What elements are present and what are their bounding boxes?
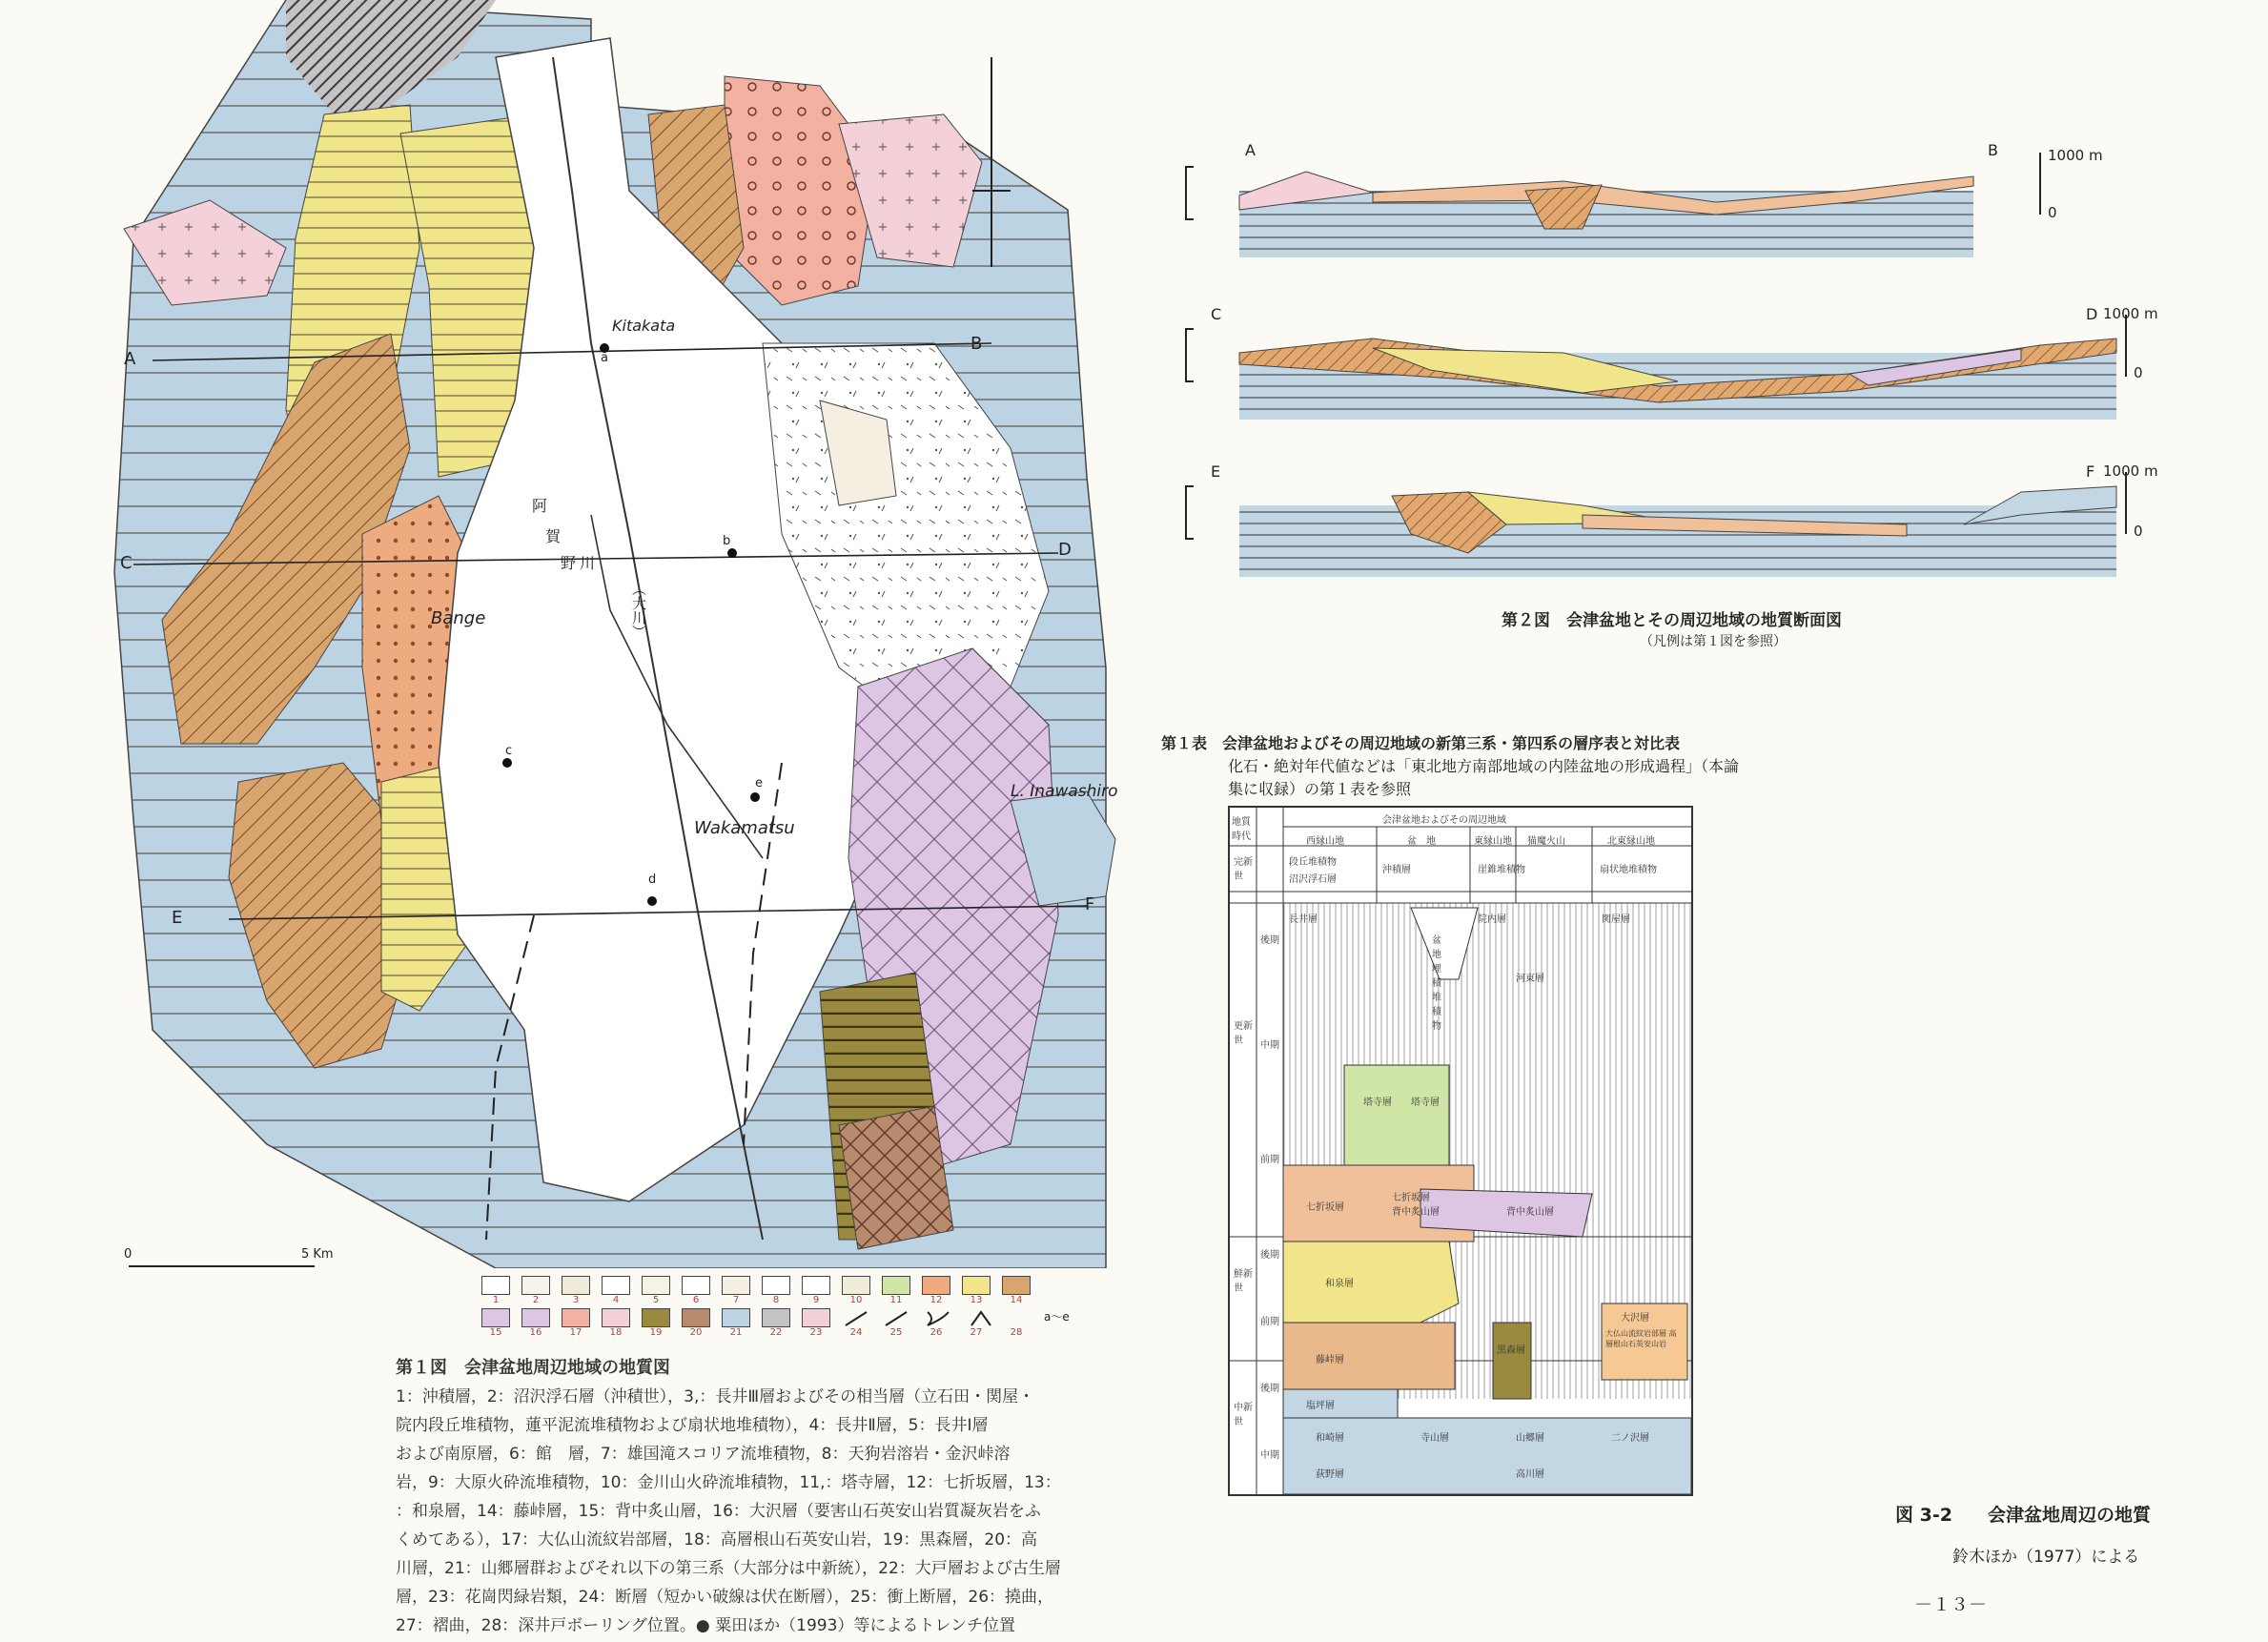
section-label-e: E xyxy=(172,908,183,928)
boring-point-e xyxy=(750,792,760,802)
section-ef-bottom: 0 xyxy=(2134,523,2143,540)
row1-talus: 崖錐堆積物 xyxy=(1478,865,1525,875)
legend-11 xyxy=(882,1276,910,1295)
legend-num-2: 2 xyxy=(532,1295,540,1305)
river-label-1: 阿 xyxy=(532,497,548,515)
scale-five-km: 5 Km xyxy=(301,1247,334,1262)
block-shiotsubo xyxy=(1283,1389,1398,1418)
section-ef-bracket xyxy=(1186,486,1194,539)
legend-num-12: 12 xyxy=(930,1295,943,1305)
legend-num-9: 9 xyxy=(812,1295,820,1305)
table-col-5: 北東縁山地 xyxy=(1607,836,1655,847)
section-ab-left: A xyxy=(1245,141,1256,159)
section-cd-bottom: 0 xyxy=(2134,364,2143,381)
layer-oginoso: 荻野層 xyxy=(1316,1469,1344,1480)
legend-17 xyxy=(562,1308,590,1327)
legend-num-27: 27 xyxy=(970,1327,983,1338)
legend-num-14: 14 xyxy=(1010,1295,1023,1305)
layer-shiotsubo: 塩坪層 xyxy=(1306,1401,1335,1411)
map-pink-dot-unit xyxy=(725,76,877,305)
row1-terrace: 段丘堆積物 xyxy=(1289,857,1337,868)
section-cd-left: C xyxy=(1211,305,1222,323)
legend-22 xyxy=(762,1308,790,1327)
table-header-region: 会津盆地およびその周辺地域 xyxy=(1382,815,1506,826)
place-inawashiro: L. Inawashiro xyxy=(1011,782,1118,801)
period-middle-3: 中期 xyxy=(1260,1450,1279,1461)
legend-16 xyxy=(521,1308,550,1327)
fig1-line-9: 27：褶曲，28：深井戸ボーリング位置。● 粟田ほか（1993）等によるトレンチ位置 xyxy=(396,1616,1015,1635)
layer-inbe: 院内層 xyxy=(1478,914,1506,925)
layer-senakaaburi-2: 背中炙山層 xyxy=(1392,1207,1440,1218)
fig1-line-5: ：和泉層，14：藤峠層，15：背中炙山層，16：大沢層（要害山石英安山岩質凝灰岩をふ xyxy=(396,1502,1041,1521)
layer-kawahigashi: 河東層 xyxy=(1516,974,1544,984)
legend-num-10: 10 xyxy=(849,1295,863,1305)
block-tojiji xyxy=(1344,1065,1449,1170)
figure-title: 会津盆地周辺の地質 xyxy=(1988,1505,2152,1526)
legend-num-21: 21 xyxy=(729,1327,743,1338)
fig1-line-2: 院内段丘堆積物，蓮平泥流堆積物および扇状地堆積物），4：長井Ⅱ層，5：長井Ⅰ層 xyxy=(396,1416,989,1435)
page-number: －１３－ xyxy=(1914,1594,1988,1615)
river-label-2: 賀 xyxy=(545,527,562,545)
section-ab-bottom: 0 xyxy=(2048,204,2057,221)
legend-1 xyxy=(481,1276,510,1295)
cross-sections-svg xyxy=(1182,124,2174,582)
table-header-era: 地質時代 xyxy=(1232,817,1251,842)
fig1-title: 第１図 会津盆地周辺地域の地質図 xyxy=(396,1358,670,1378)
layer-nanaorizaka: 七折坂層 xyxy=(1306,1202,1344,1213)
legend-num-5: 5 xyxy=(652,1295,660,1305)
figure-source: 鈴木ほか（1977）による xyxy=(1952,1548,2140,1567)
legend-num-3: 3 xyxy=(572,1295,580,1305)
legend-num-18: 18 xyxy=(609,1327,623,1338)
period-late-2: 後期 xyxy=(1260,1250,1279,1261)
layer-nigawa: 二ノ沢層 xyxy=(1611,1433,1649,1444)
stratigraphy-table xyxy=(1228,806,1693,1496)
place-bange: Bange xyxy=(431,608,486,628)
fig2-subtitle: （凡例は第１図を参照） xyxy=(1640,634,1787,649)
legend-5 xyxy=(642,1276,670,1295)
legend-14 xyxy=(1002,1276,1031,1295)
legend-num-11: 11 xyxy=(889,1295,903,1305)
legend-10 xyxy=(842,1276,870,1295)
table1-title-line-3: 集に収録）の第１表を参照 xyxy=(1228,780,1412,798)
river-label-4: 川 xyxy=(580,554,596,572)
period-early-1: 前期 xyxy=(1260,1155,1279,1165)
boring-label-e: e xyxy=(755,776,763,790)
legend-num-4: 4 xyxy=(612,1295,620,1305)
geologic-map-svg xyxy=(95,0,1125,1268)
era-miocene: 中新世 xyxy=(1234,1403,1253,1427)
section-cd-top: 1000 m xyxy=(2103,305,2158,322)
legend-num-15: 15 xyxy=(489,1327,502,1338)
legend-8 xyxy=(762,1276,790,1295)
period-late-3: 後期 xyxy=(1260,1384,1279,1394)
boring-point-c xyxy=(502,758,512,768)
period-late-1: 後期 xyxy=(1260,935,1279,946)
legend-2 xyxy=(521,1276,550,1295)
fig1-line-1: 1：沖積層，2：沼沢浮石層（沖積世），3,：長井Ⅲ層およびその相当層（立石田・関屋・ xyxy=(396,1387,1035,1406)
figure-label: 図 3-2 xyxy=(1895,1505,1952,1526)
legend-num-17: 17 xyxy=(569,1327,582,1338)
section-ab-bracket xyxy=(1186,167,1194,219)
legend-num-25: 25 xyxy=(889,1327,903,1338)
table-col-3: 東縁山地 xyxy=(1474,836,1512,847)
boring-label-b: b xyxy=(723,534,731,548)
table-col-2: 盆 地 xyxy=(1407,836,1436,847)
legend-num-24: 24 xyxy=(849,1327,863,1338)
legend-num-19: 19 xyxy=(649,1327,663,1338)
legend-num-26: 26 xyxy=(930,1327,943,1338)
legend-6 xyxy=(682,1276,710,1295)
legend-boring-symbol: a〜e xyxy=(1044,1310,1070,1324)
era-pliocene: 鮮新世 xyxy=(1234,1269,1253,1294)
row1-alluvium: 沖積層 xyxy=(1382,865,1411,875)
legend-18 xyxy=(602,1308,630,1327)
section-label-a: A xyxy=(124,349,136,369)
block-kuromori xyxy=(1493,1323,1531,1399)
legend-20 xyxy=(682,1308,710,1327)
era-pleistocene: 更新世 xyxy=(1234,1021,1253,1046)
layer-basin-fill: 盆地埋積堆積物 xyxy=(1432,935,1441,1032)
fig1-line-6: くめてある），17：大仏山流紋岩部層，18：高層根山石英安山岩，19：黒森層，20：高 xyxy=(396,1530,1038,1550)
place-kitakata: Kitakata xyxy=(612,317,676,335)
fig1-caption xyxy=(396,1354,1082,1640)
legend-line-symbols xyxy=(842,1308,1032,1329)
legend-num-22: 22 xyxy=(769,1327,783,1338)
layer-sekiya: 関屋層 xyxy=(1602,914,1630,925)
scale-zero: 0 xyxy=(124,1247,133,1262)
river-label-okawa: （大川） xyxy=(630,582,647,639)
boring-point-b xyxy=(727,548,737,558)
row1-fan: 扇状地堆積物 xyxy=(1600,865,1657,875)
legend-num-7: 7 xyxy=(732,1295,740,1305)
legend-19 xyxy=(642,1308,670,1327)
cross-sections xyxy=(1182,124,2174,582)
section-ef-right: F xyxy=(2086,462,2095,481)
fig1-line-8: 層，23：花崗閃緑岩類，24：断層（短かい破線は伏在断層），25：衝上断層，26：撓曲， xyxy=(396,1588,1054,1607)
legend-num-8: 8 xyxy=(772,1295,780,1305)
legend-4 xyxy=(602,1276,630,1295)
fig1-line-3: および南原層，6：館 層，7：雄国滝スコリア流堆積物，8：天狗岩溶岩・金沢峠溶 xyxy=(396,1445,1011,1464)
legend-num-20: 20 xyxy=(689,1327,703,1338)
legend-3 xyxy=(562,1276,590,1295)
layer-nanaorizaka-2: 七折坂層 xyxy=(1392,1193,1430,1203)
section-cd-bracket xyxy=(1186,329,1194,381)
section-label-f: F xyxy=(1085,894,1095,914)
boring-point-d xyxy=(647,896,657,906)
fig2-title: 第２図 会津盆地とその周辺地域の地質断面図 xyxy=(1502,611,1842,630)
layer-fujitoge: 藤峠層 xyxy=(1316,1355,1344,1365)
legend-9 xyxy=(802,1276,830,1295)
section-ef-top: 1000 m xyxy=(2103,462,2158,480)
legend-num-6: 6 xyxy=(692,1295,700,1305)
legend-12 xyxy=(922,1276,950,1295)
section-label-b: B xyxy=(971,334,983,354)
legend-num-13: 13 xyxy=(970,1295,983,1305)
layer-teraya: 寺山層 xyxy=(1420,1433,1449,1444)
legend-7 xyxy=(722,1276,750,1295)
section-ab-top: 1000 m xyxy=(2048,147,2103,164)
map-rust-unit-se xyxy=(839,1106,953,1249)
layer-tojiji-2: 塔寺層 xyxy=(1411,1098,1440,1108)
period-early-2: 前期 xyxy=(1260,1317,1279,1327)
layer-nagai: 長井層 xyxy=(1289,914,1318,925)
era-holocene: 完新世 xyxy=(1234,857,1253,882)
legend-num-1: 1 xyxy=(492,1295,500,1305)
legend-21 xyxy=(722,1308,750,1327)
block-fujitoge xyxy=(1283,1323,1455,1389)
legend-num-23: 23 xyxy=(809,1327,823,1338)
boring-label-a: a xyxy=(601,351,608,365)
layer-yamasato: 山郷層 xyxy=(1516,1433,1544,1444)
place-wakamatsu: Wakamatsu xyxy=(694,818,795,838)
geologic-map xyxy=(95,0,1125,1268)
legend-num-28: 28 xyxy=(1010,1327,1023,1338)
period-middle-1: 中期 xyxy=(1260,1040,1279,1051)
layer-tojiji: 塔寺層 xyxy=(1363,1098,1392,1108)
fig1-line-7: 川層，21：山郷層群およびそれ以下の第三系（大部分は中新統），22：大戸層および古生層 xyxy=(396,1559,1061,1578)
section-ef-left: E xyxy=(1211,462,1221,481)
layer-kuromori: 黒森層 xyxy=(1497,1345,1525,1356)
section-ab-right: B xyxy=(1988,141,1998,159)
layer-osawa: 大沢層 xyxy=(1621,1313,1649,1324)
fig1-line-4: 岩，9：大原火砕流堆積物，10：金川山火砕流堆積物，11,：塔寺層，12：七折坂層，13： xyxy=(396,1473,1061,1492)
table1-title-line-1: 第１表 会津盆地およびその周辺地域の新第三系・第四系の層序表と対比表 xyxy=(1161,734,1681,752)
section-label-d: D xyxy=(1058,540,1072,560)
layer-takagawa: 高川層 xyxy=(1516,1469,1544,1480)
boring-label-d: d xyxy=(648,872,657,887)
table1-title-line-2: 化石・絶対年代値などは「東北地方南部地域の内陸盆地の形成過程」（本論 xyxy=(1228,757,1740,775)
legend-num-16: 16 xyxy=(529,1327,542,1338)
table-col-4: 猫魔火山 xyxy=(1527,836,1565,847)
river-label-3: 野 xyxy=(561,554,577,572)
section-label-c: C xyxy=(120,553,133,573)
table-col-1: 西縁山地 xyxy=(1306,836,1344,847)
layer-osawa-note: 大仏山流紋岩部層 高層根山石英安山岩 xyxy=(1605,1329,1677,1348)
legend-15 xyxy=(481,1308,510,1327)
section-cd-right: D xyxy=(2086,305,2098,323)
layer-senakaaburi: 背中炙山層 xyxy=(1506,1207,1554,1218)
row1-numazawa: 沼沢浮石層 xyxy=(1289,874,1337,885)
map-legend xyxy=(481,1276,1168,1362)
table1-title xyxy=(1161,732,1809,801)
boring-label-c: c xyxy=(505,744,513,758)
legend-13 xyxy=(962,1276,991,1295)
layer-wasaki: 和崎層 xyxy=(1316,1433,1344,1444)
layer-izumi: 和泉層 xyxy=(1325,1279,1354,1289)
legend-23 xyxy=(802,1308,830,1327)
